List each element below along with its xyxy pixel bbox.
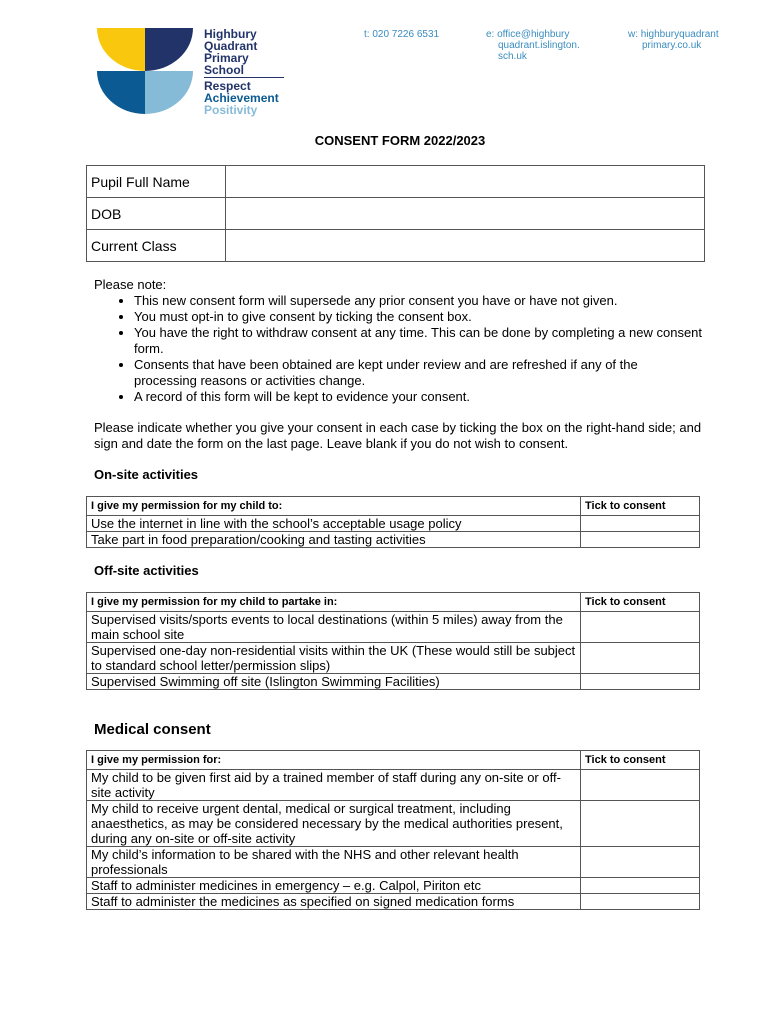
note-bullet: • Consents that have been obtained are kept under review and are refreshed if any of the processing reasons or activities change.	[134, 357, 704, 389]
offsite-table	[86, 592, 700, 690]
class-field[interactable]	[226, 230, 705, 262]
col-header: I give my permission for my child to partake in:	[87, 593, 581, 612]
tick-box[interactable]	[581, 878, 700, 894]
school-values	[204, 80, 279, 116]
school-name-line: Highbury	[204, 27, 257, 41]
school-name-line: Quadrant	[204, 39, 258, 53]
phone: t: 020 7226 6531	[364, 29, 440, 40]
col-header: Tick to consent	[581, 497, 700, 516]
consent-item: Supervised visits/sports events to local destinations (within 5 miles) away from the main school site	[87, 612, 581, 643]
table-row	[87, 230, 705, 262]
col-header: Tick to consent	[581, 593, 700, 612]
table-row	[87, 894, 700, 910]
info-label: Pupil Full Name	[87, 166, 226, 198]
instructions: Please indicate whether you give your consent in each case by ticking the box on the right-hand side; and sign and date the form on the last page. Leave blank if you do not wish to consent.	[94, 420, 702, 451]
note-bullet: • A record of this form will be kept to evidence your consent.	[134, 389, 704, 405]
table-row	[87, 612, 700, 643]
email-line: sch.uk	[498, 51, 527, 62]
value-positivity: Positivity	[204, 103, 258, 117]
col-header: I give my permission for my child to:	[87, 497, 581, 516]
note-bullet: • You must opt-in to give consent by ticking the consent box.	[134, 309, 704, 325]
tick-box[interactable]	[581, 801, 700, 847]
offsite-heading: Off-site activities	[94, 563, 199, 578]
logo-light-blue-quadrant	[145, 71, 193, 114]
school-name-line: Primary	[204, 51, 249, 65]
pupil-info-table	[86, 165, 705, 262]
medical-heading: Medical consent	[94, 721, 211, 738]
col-header: Tick to consent	[581, 751, 700, 770]
school-name-line: School	[204, 63, 245, 77]
onsite-heading: On-site activities	[94, 467, 199, 482]
note-heading: Please note:	[94, 277, 167, 292]
table-row	[87, 770, 700, 801]
email-line: quadrant.islington.	[498, 40, 580, 51]
web-line: primary.co.uk	[642, 40, 702, 51]
table-row	[87, 516, 700, 532]
tick-box[interactable]	[581, 643, 700, 674]
pupil-name-field[interactable]	[226, 166, 705, 198]
consent-item: My child to be given first aid by a trained member of staff during any on-site or off-site activity	[87, 770, 581, 801]
table-row	[87, 198, 705, 230]
logo-divider	[204, 77, 284, 78]
tick-box[interactable]	[581, 847, 700, 878]
table-row	[87, 801, 700, 847]
table-row	[87, 166, 705, 198]
consent-item: Staff to administer the medicines as specified on signed medication forms	[87, 894, 581, 910]
please-note	[94, 277, 704, 405]
consent-item: Take part in food preparation/cooking and tasting activities	[87, 532, 581, 548]
note-bullet: • This new consent form will supersede any prior consent you have or have not given.	[134, 293, 704, 309]
website[interactable]	[628, 29, 719, 51]
tick-box[interactable]	[581, 612, 700, 643]
school-name	[204, 28, 257, 76]
onsite-table	[86, 496, 700, 548]
logo-yellow-quadrant	[97, 28, 145, 71]
consent-item: Supervised one-day non-residential visits within the UK (These would still be subject to standard school letter/permission slips)	[87, 643, 581, 674]
value-respect: Respect	[204, 79, 251, 93]
table-row	[87, 643, 700, 674]
tick-box[interactable]	[581, 674, 700, 690]
consent-item: Supervised Swimming off site (Islington Swimming Facilities)	[87, 674, 581, 690]
tick-box[interactable]	[581, 516, 700, 532]
col-header: I give my permission for:	[87, 751, 581, 770]
tick-box[interactable]	[581, 894, 700, 910]
table-row	[87, 532, 700, 548]
email[interactable]	[486, 29, 580, 62]
table-row	[87, 878, 700, 894]
web-line: w: highburyquadrant	[628, 29, 719, 40]
consent-item: My child to receive urgent dental, medical or surgical treatment, including anaesthetics, as may be considered necessary by the medical authorities present, during any on-site or off-site activity	[87, 801, 581, 847]
dob-field[interactable]	[226, 198, 705, 230]
consent-item: My child’s information to be shared with the NHS and other relevant health professionals	[87, 847, 581, 878]
logo-navy-quadrant	[145, 28, 193, 71]
school-logo	[97, 28, 193, 114]
tick-box[interactable]	[581, 532, 700, 548]
page-title: CONSENT FORM 2022/2023	[314, 133, 486, 148]
consent-item: Use the internet in line with the school’s acceptable usage policy	[87, 516, 581, 532]
table-row	[87, 847, 700, 878]
note-bullet: • You have the right to withdraw consent at any time. This can be done by completing a new consent form.	[134, 325, 704, 357]
value-achievement: Achievement	[204, 91, 279, 105]
medical-table	[86, 750, 700, 910]
logo-blue-quadrant	[97, 71, 145, 114]
table-row	[87, 674, 700, 690]
email-line: e: office@highbury	[486, 29, 570, 40]
info-label: Current Class	[87, 230, 226, 262]
consent-item: Staff to administer medicines in emergency – e.g. Calpol, Piriton etc	[87, 878, 581, 894]
tick-box[interactable]	[581, 770, 700, 801]
info-label: DOB	[87, 198, 226, 230]
